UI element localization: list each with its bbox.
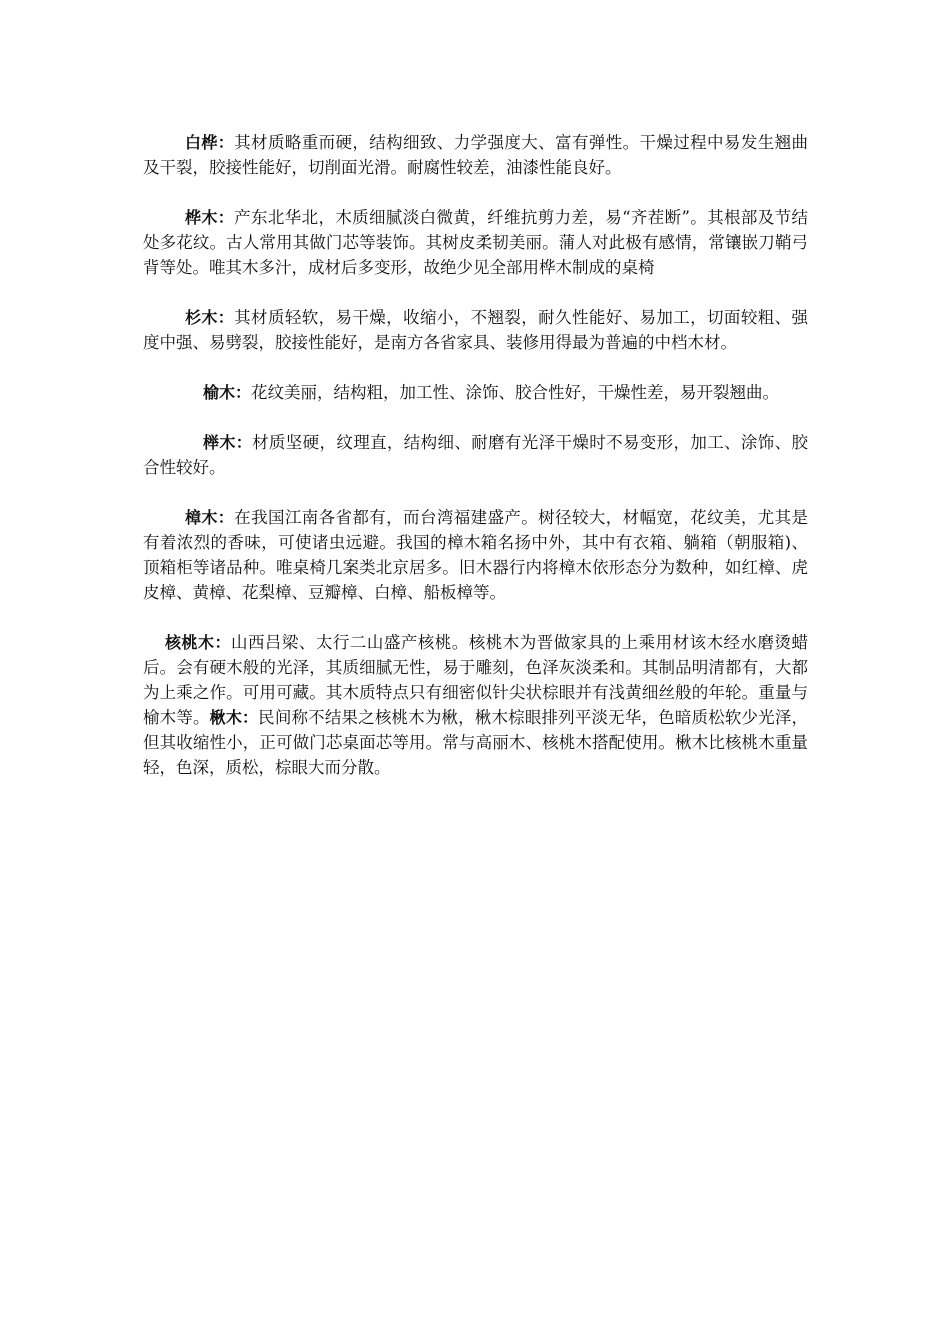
entry-text: 在我国江南各省都有，而台湾福建盛产。树径较大，材幅宽，花纹美，尤其是有着浓烈的香味，可使诸虫远避。我国的樟木箱名扬中外，其中有衣箱、躺箱（朝服箱)、顶箱柜等诸品种。唯桌椅几案类北京居多。旧木器行内将樟木依形态分为数种，如红樟、虎皮樟、黄樟、花梨樟、豆瓣樟、白樟、船板樟等。 <box>143 508 808 602</box>
entry-text: 材质坚硬，纹理直，结构细、耐磨有光泽干燥时不易变形，加工、涂饰、胶合性较好。 <box>143 433 808 477</box>
entry-yumu <box>143 380 808 405</box>
entry-term: 白桦： <box>185 133 235 152</box>
entry-text: 其材质略重而硬，结构细致、力学强度大、富有弹性。干燥过程中易发生翘曲及干裂，胶接性能好，切削面光滑。耐腐性较差，油漆性能良好。 <box>143 133 808 177</box>
entry-term: 杉木： <box>185 308 235 327</box>
document-body <box>143 130 808 805</box>
entry-baihua <box>143 130 808 180</box>
entry-jumu <box>143 430 808 480</box>
entry-shanmu <box>143 305 808 355</box>
entry-term-qiumu: 楸木： <box>209 708 259 727</box>
entry-term: 榉木： <box>203 433 253 452</box>
entry-text: 其材质轻软，易干燥，收缩小，不翘裂，耐久性能好、易加工，切面较粗、强度中强、易劈裂，胶接性能好，是南方各省家具、装修用得最为普遍的中档木材。 <box>143 308 808 352</box>
entry-term: 樟木： <box>185 508 235 527</box>
entry-zhangmu <box>143 505 808 605</box>
entry-text: 花纹美丽，结构粗，加工性、涂饰、胶合性好，干燥性差，易开裂翘曲。 <box>251 383 780 402</box>
entry-term: 核桃木： <box>165 633 231 652</box>
entry-text-qiumu: 民间称不结果之核桃木为楸，楸木棕眼排列平淡无华，色暗质松软少光泽，但其收缩性小，正可做门芯桌面芯等用。常与高丽木、核桃木搭配使用。楸木比核桃木重量轻，色深，质松，棕眼大而分散。 <box>143 708 808 777</box>
entry-huamu <box>143 205 808 280</box>
entry-term: 榆木： <box>203 383 252 402</box>
entry-term: 桦木： <box>185 208 235 227</box>
entry-text: 山西吕梁、太行二山盛产核桃。核桃木为晋做家具的上乘用材该木经水磨烫蜡后。会有硬木般的光泽，其质细腻无性，易于雕刻，色泽灰淡柔和。其制品明清都有，大都为上乘之作。可用可藏。其木质特点只有细密似针尖状棕眼并有浅黄细丝般的年轮。重量与榆木等。 <box>143 633 808 727</box>
entry-hetaomu <box>143 630 808 780</box>
entry-text: 产东北华北，木质细腻淡白微黄，纤维抗剪力差，易“齐茬断”。其根部及节结处多花纹。古人常用其做门芯等装饰。其树皮柔韧美丽。蒲人对此极有感情，常镶嵌刀鞘弓背等处。唯其木多汁，成材后多变形，故绝少见全部用桦木制成的桌椅 <box>143 208 808 277</box>
